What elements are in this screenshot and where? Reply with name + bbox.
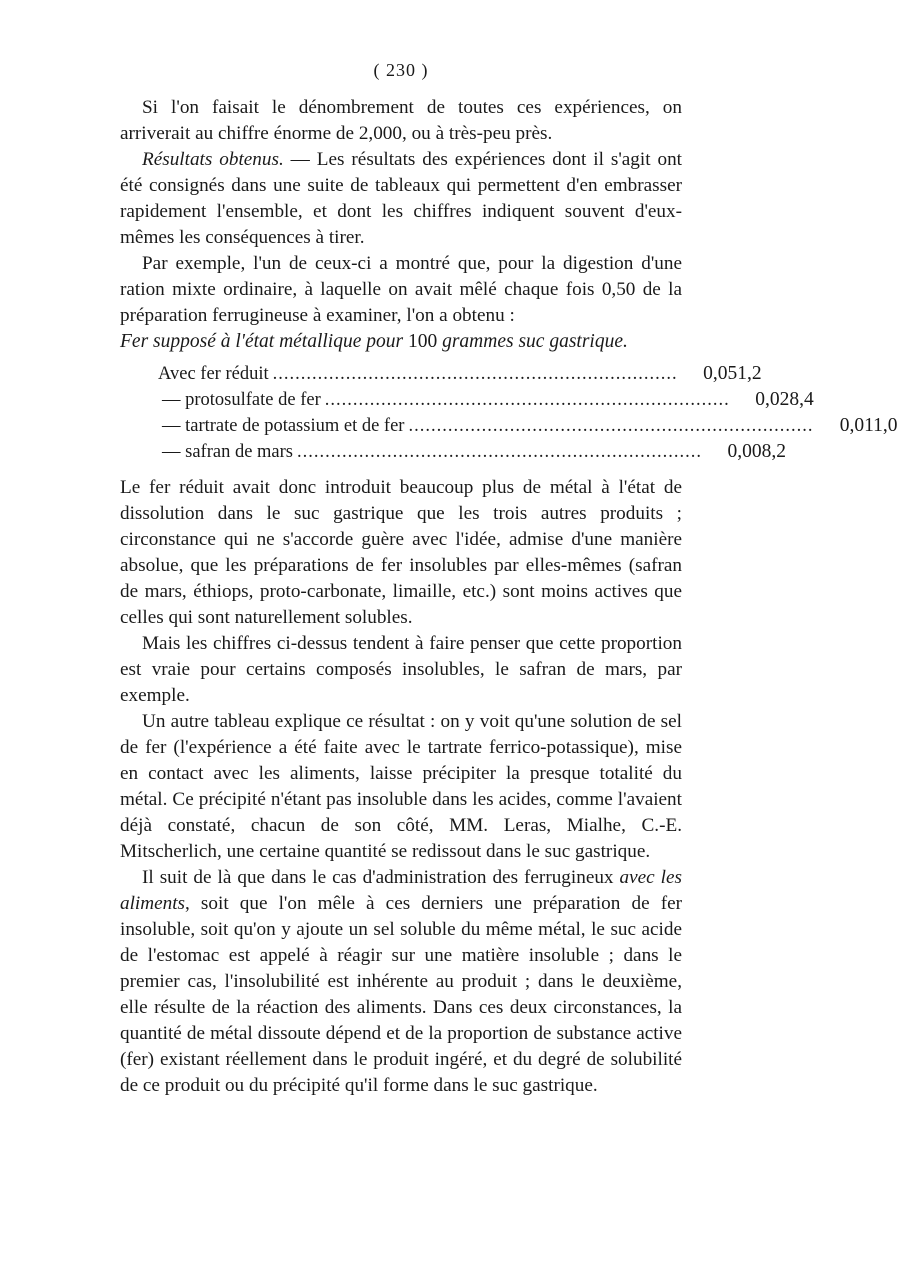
row-value: 0,008,2 [727,441,786,462]
table-row [158,363,762,389]
leader-dots: ........................................................................ [324,390,730,410]
table-title-number: 100 [407,331,438,352]
paragraph-text: Il suit de là que dans le cas d'administration des ferrugineux [142,867,620,888]
paragraph-experiments-count [120,95,682,147]
table-title [120,329,682,355]
leader-dots: ........................................................................ [297,442,702,462]
paragraph-text: Si l'on faisait le dénombrement de toutes ces expériences, on arriverait au chiffre énorme de 2,000, ou à très-peu près. [120,97,682,144]
paragraph-text: — Les résultats des expériences dont il s'agit ont été consignés dans une suite de tableaux qui permettent d'en embrasser rapidement l'ensemble, et dont les chiffres indiquent souvent d'eux-mêmes les conséquences à tirer. [120,149,682,248]
row-value: 0,051,2 [703,363,762,384]
row-label: — safran de mars [162,442,293,462]
table-row [158,441,786,467]
paragraph-reduced-iron [120,475,682,631]
emphasis-avec-les-aliments: avec les aliments [120,867,682,914]
paragraph-text: Par exemple, l'un de ceux-ci a montré que, pour la digestion d'une ration mixte ordinaire, à laquelle on avait mêlé chaque fois 0,50 de la préparation ferrugineuse à examiner, l'on a obtenu : [120,253,682,326]
table-row [158,389,814,415]
page-number: ( 230 ) [373,60,429,80]
paragraph-proportion [120,631,682,709]
results-heading: Résultats obtenus. [142,149,284,170]
paragraph-text: Mais les chiffres ci-dessus tendent à faire penser que cette proportion est vraie pour certains composés insolubles, le safran de mars, par exemple. [120,633,682,706]
paragraph-other-table [120,709,682,865]
table-title-text: grammes suc gastrique. [437,331,628,352]
paragraph-text: , soit que l'on mêle à ces derniers une préparation de fer insoluble, soit qu'on y ajoute un sel soluble du même métal, le suc acide de l'estomac est appelé à réagir sur une matière insoluble ; dans le premier cas, l'insolubilité est inhérente au produit ; dans le deuxième, elle résulte de la réaction des aliments. Dans ces deux circonstances, la quantité de métal dissoute dépend et de la proportion de substance active (fer) existant réellement dans le produit ingéré, et du degré de solubilité de ce produit ou du précipité qu'il forme dans le suc gastrique. [120,893,682,1096]
paragraph-text: Le fer réduit avait donc introduit beaucoup plus de métal à l'état de dissolution dans le suc gastrique que les trois autres produits ; circonstance qui ne s'accorde guère avec l'idée, admise d'une manière absolue, que les préparations de fer insolubles par elles-mêmes (safran de mars, éthiops, proto-carbonate, limaille, etc.) sont moins actives que celles qui sont naturellement solubles. [120,477,682,628]
paragraph-results [120,147,682,251]
table-title-text: Fer supposé à l'état métallique pour [120,331,408,352]
paragraph-conclusion [120,865,682,1099]
paragraph-example [120,251,682,329]
paragraph-text: Un autre tableau explique ce résultat : on y voit qu'une solution de sel de fer (l'expérience a été faite avec le tartrate ferrico-potassique), mise en contact avec les aliments, laisse précipiter la presque totalité du métal. Ce précipité n'étant pas insoluble dans les acides, comme l'avaient déjà constaté, chacun de son côté, MM. Leras, Mialhe, C.-E. Mitscherlich, une certaine quantité se redissout dans le suc gastrique. [120,711,682,862]
row-value: 0,011,0 [839,415,897,436]
row-label: Avec fer réduit [158,364,269,384]
iron-results-table [158,363,897,467]
row-label: — protosulfate de fer [162,390,321,410]
row-label: — tartrate de potassium et de fer [162,416,405,436]
book-page [120,60,897,1099]
leader-dots: ........................................................................ [272,364,678,384]
row-value: 0,028,4 [755,389,814,410]
leader-dots: ........................................................................ [408,416,814,436]
table-row [158,415,897,441]
